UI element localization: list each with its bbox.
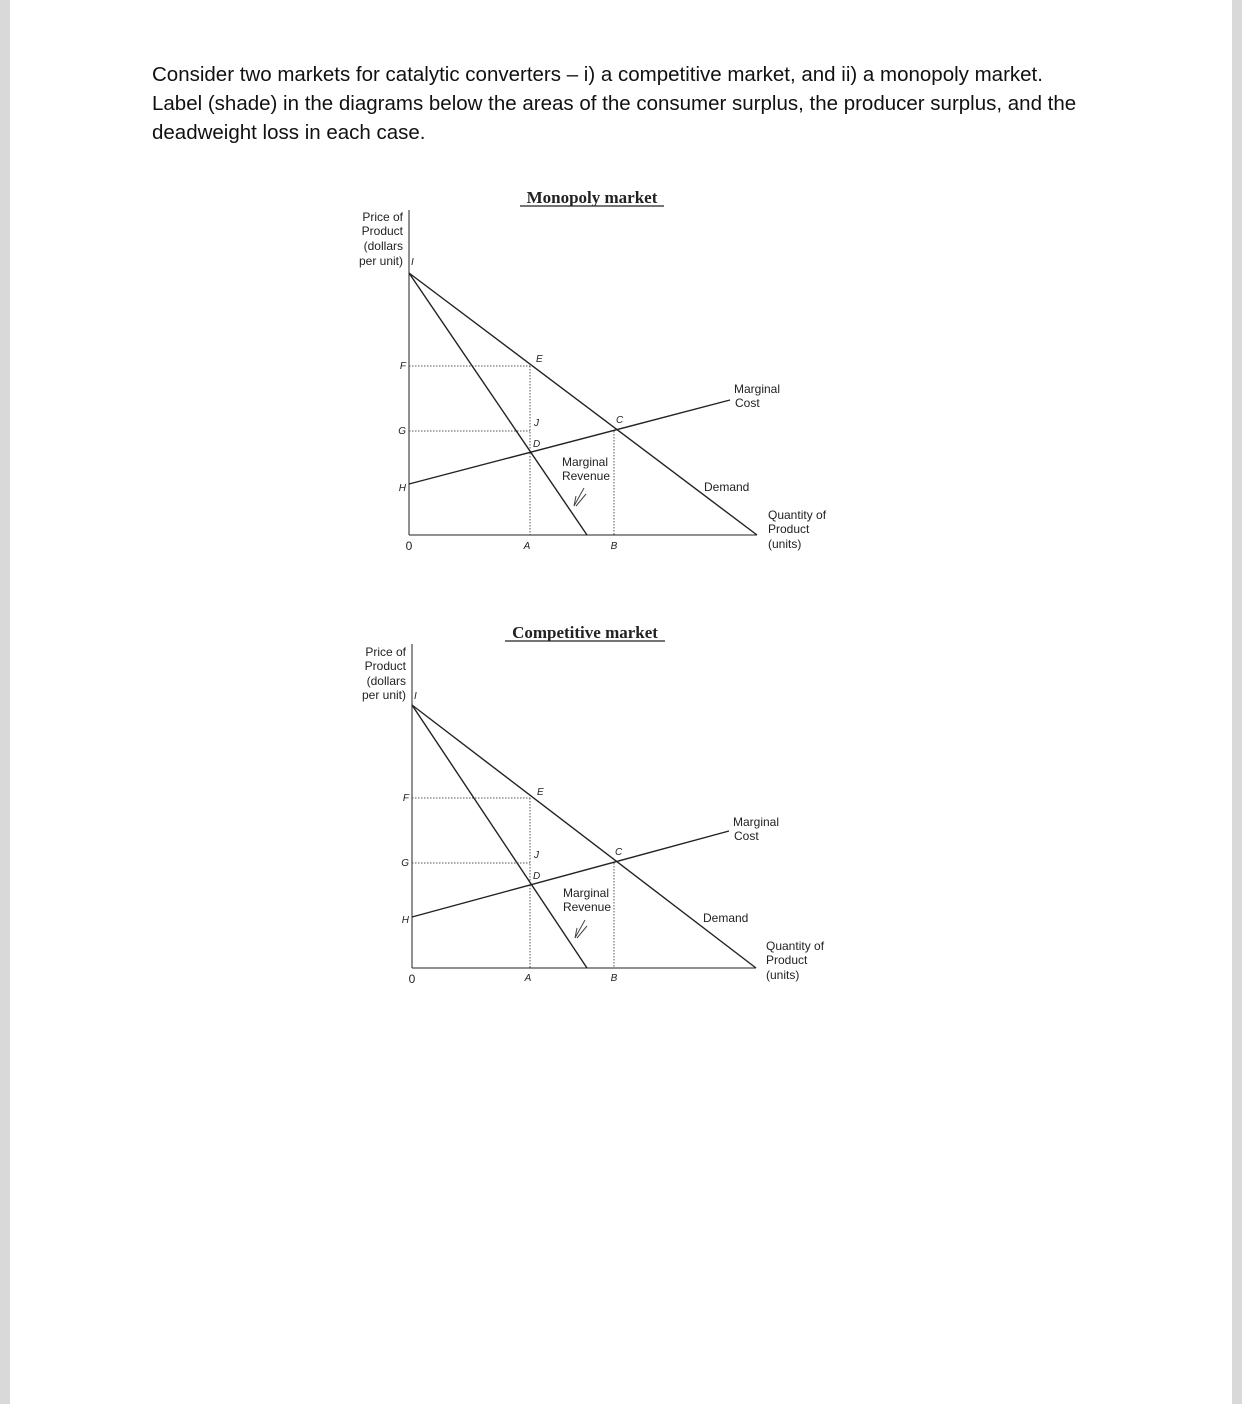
competitive-point-i: I (414, 691, 417, 702)
competitive-y-axis-label-3: (dollars (366, 674, 406, 688)
monopoly-demand-curve (409, 273, 757, 535)
monopoly-mc-label-2: Cost (735, 396, 760, 410)
monopoly-x-axis-label-2: Product (768, 522, 810, 536)
monopoly-point-b: B (610, 541, 618, 552)
competitive-x-axis-label-3: (units) (766, 968, 800, 982)
monopoly-diagram (359, 188, 827, 553)
monopoly-point-c: C (616, 415, 624, 426)
competitive-marginal-revenue-curve (412, 705, 587, 968)
monopoly-point-d: D (533, 439, 541, 450)
monopoly-mr-label-1: Marginal (561, 455, 609, 469)
competitive-point-h: H (401, 915, 409, 926)
monopoly-point-a: A (523, 541, 531, 552)
monopoly-y-axis-label-3: (dollars (363, 239, 403, 253)
monopoly-point-f: F (399, 361, 406, 372)
competitive-y-axis-label-2: Product (364, 659, 406, 673)
monopoly-mc-label-1: Marginal (734, 382, 781, 396)
competitive-mr-arrow-icon (575, 920, 587, 938)
competitive-point-g: G (401, 858, 409, 869)
competitive-x-axis-label-1: Quantity of (766, 939, 825, 953)
monopoly-point-g: G (398, 426, 406, 437)
competitive-point-d: D (533, 871, 541, 882)
monopoly-origin: 0 (405, 539, 413, 553)
question-text: Consider two markets for catalytic converters – i) a competitive market, and ii) a monopoly market. Label (shade) in the diagrams below the areas of the consumer surplus, the producer surplus, and the deadweight loss in each case. (152, 63, 1077, 144)
monopoly-demand-label: Demand (704, 480, 750, 494)
competitive-point-e: E (537, 787, 544, 798)
competitive-point-c: C (615, 847, 623, 858)
competitive-demand-label: Demand (703, 911, 749, 925)
monopoly-point-h: H (398, 483, 406, 494)
competitive-mc-label-1: Marginal (733, 815, 780, 829)
competitive-point-a: A (524, 973, 532, 984)
monopoly-y-axis-label-2: Product (361, 224, 403, 238)
competitive-origin: 0 (408, 972, 416, 986)
competitive-title: Competitive market (512, 623, 658, 642)
monopoly-x-axis-label-3: (units) (768, 537, 802, 551)
competitive-point-j: J (534, 850, 539, 861)
competitive-point-f: F (402, 793, 409, 804)
monopoly-mr-label-2: Revenue (561, 469, 611, 483)
monopoly-title: Monopoly market (526, 188, 658, 207)
competitive-y-axis-label-1: Price of (365, 645, 406, 659)
monopoly-x-axis-label-1: Quantity of (768, 508, 827, 522)
monopoly-point-e: E (536, 354, 543, 365)
monopoly-y-axis-label-1: Price of (362, 210, 403, 224)
competitive-mc-label-2: Cost (734, 829, 759, 843)
monopoly-mr-arrow-icon (574, 488, 586, 506)
competitive-diagram (362, 623, 825, 986)
competitive-point-b: B (610, 973, 618, 984)
competitive-demand-curve (412, 705, 756, 968)
monopoly-point-i: I (411, 257, 414, 268)
competitive-mr-label-2: Revenue (562, 900, 612, 914)
competitive-x-axis-label-2: Product (766, 953, 808, 967)
monopoly-marginal-revenue-curve (409, 273, 587, 535)
monopoly-point-j: J (534, 418, 539, 429)
monopoly-y-axis-label-4: per unit) (358, 254, 403, 268)
competitive-y-axis-label-4: per unit) (361, 688, 406, 702)
competitive-mr-label-1: Marginal (562, 886, 610, 900)
